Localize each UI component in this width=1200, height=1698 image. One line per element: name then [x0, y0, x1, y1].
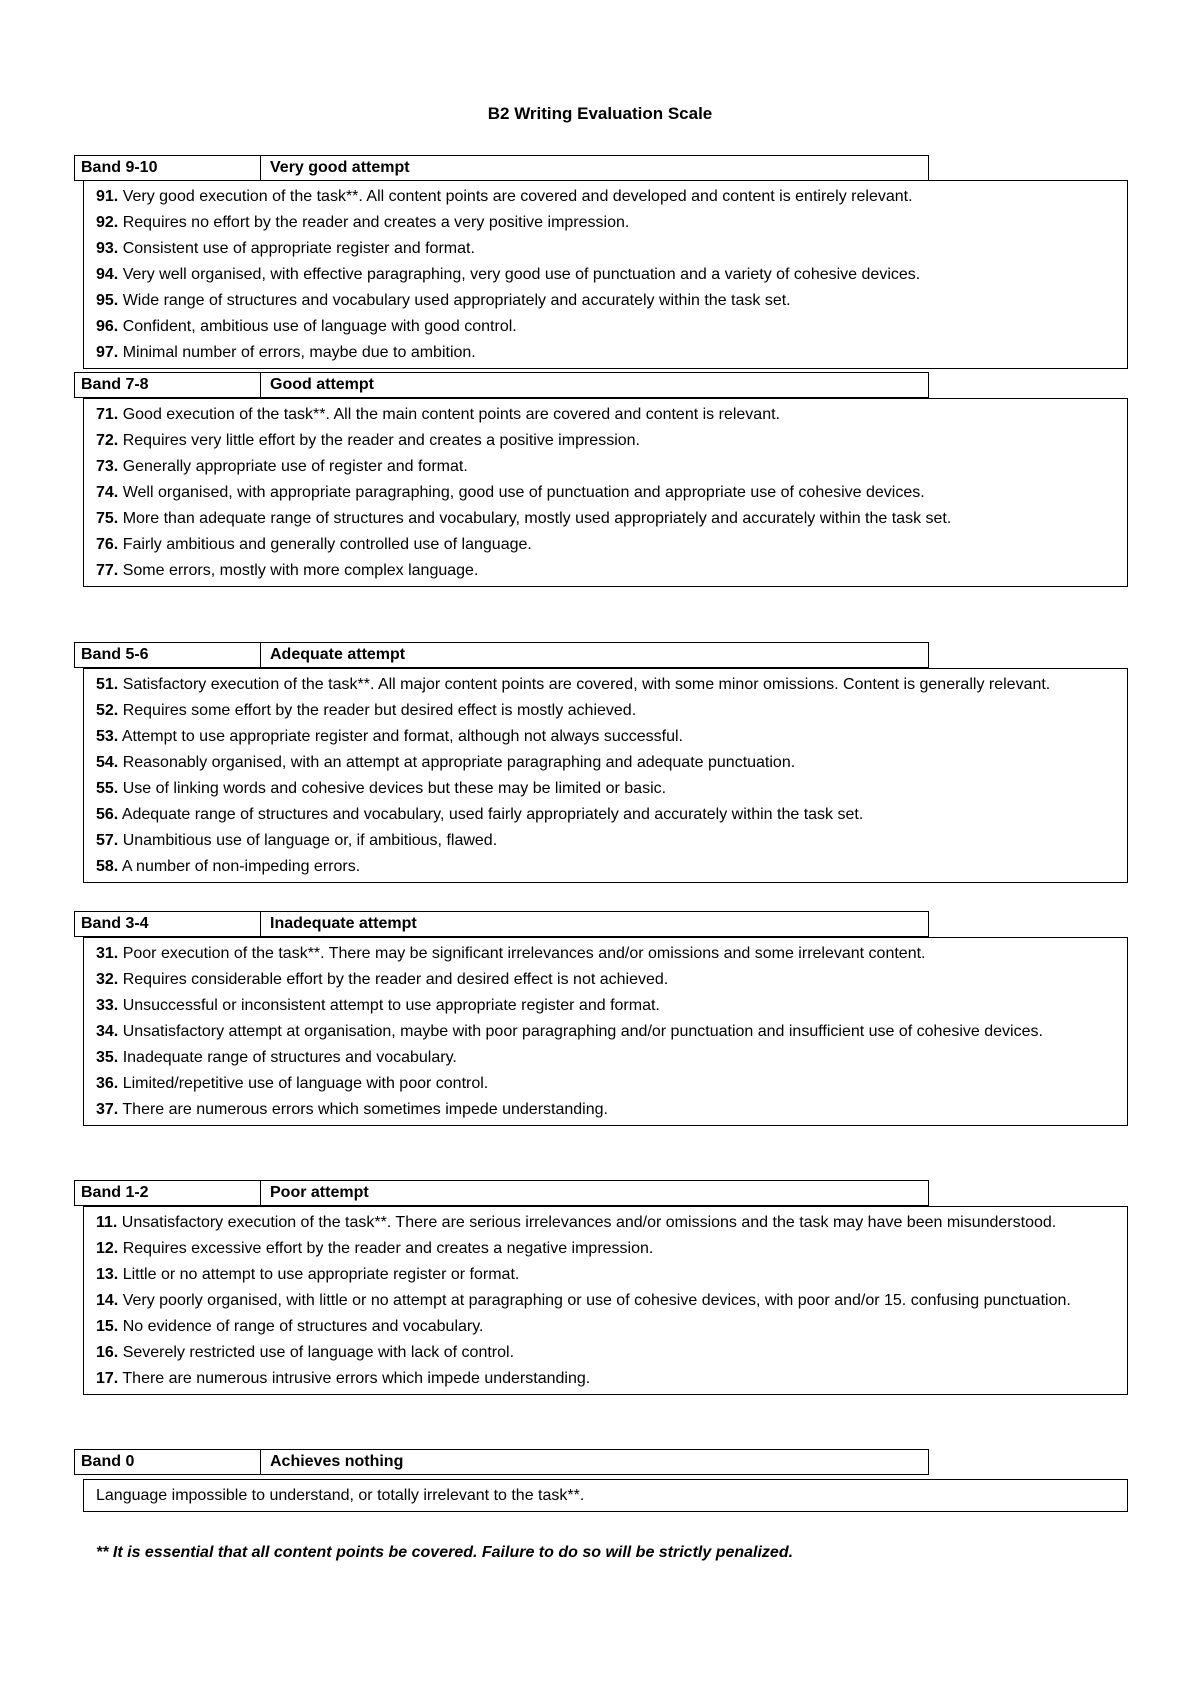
band-code: Band 0 — [75, 1450, 261, 1474]
descriptor-number: 12. — [96, 1240, 119, 1257]
descriptor-item — [96, 288, 1117, 314]
descriptor-item — [96, 1288, 1117, 1314]
descriptor-number: 75. — [96, 510, 119, 527]
descriptor-number: 76. — [96, 536, 119, 553]
descriptor-item — [96, 558, 1117, 584]
descriptor-text: Reasonably organised, with an attempt at appropriate paragraphing and adequate punctuation. — [118, 754, 796, 771]
band-header — [74, 642, 929, 668]
descriptor-item — [96, 776, 1117, 802]
descriptor-item — [96, 210, 1117, 236]
descriptor-number: 72. — [96, 432, 119, 449]
band-descriptors — [83, 937, 1128, 1126]
descriptor-number: 71. — [96, 406, 119, 423]
descriptor-text: Requires some effort by the reader but desired effect is mostly achieved. — [118, 702, 637, 719]
descriptor-item — [96, 941, 1117, 967]
descriptor-text: Little or no attempt to use appropriate register or format. — [118, 1266, 520, 1283]
descriptor-number: 14. — [96, 1292, 119, 1309]
descriptor-item — [96, 1314, 1117, 1340]
descriptor-item — [96, 1236, 1117, 1262]
descriptor-text: There are numerous intrusive errors which impede understanding. — [118, 1370, 591, 1387]
descriptor-item — [96, 1045, 1117, 1071]
descriptor-text: Inadequate range of structures and vocabulary. — [118, 1049, 457, 1066]
descriptor-item — [96, 184, 1117, 210]
descriptor-item — [96, 1019, 1117, 1045]
descriptor-number: 15. — [96, 1318, 119, 1335]
descriptor-text: Language impossible to understand, or totally irrelevant to the task**. — [96, 1487, 585, 1504]
descriptor-item — [96, 672, 1117, 698]
descriptor-text: No evidence of range of structures and vocabulary. — [118, 1318, 484, 1335]
band-code: Band 5-6 — [75, 643, 261, 667]
descriptor-text: Well organised, with appropriate paragraphing, good use of punctuation and appropriate use of cohesive devices. — [118, 484, 925, 501]
band-header — [74, 1180, 929, 1206]
page-title: B2 Writing Evaluation Scale — [487, 104, 713, 123]
descriptor-number: 34. — [96, 1023, 119, 1040]
descriptor-text: Poor execution of the task**. There may be significant irrelevances and/or omissions and some irrelevant content. — [118, 945, 926, 962]
descriptor-text: Severely restricted use of language with lack of control. — [118, 1344, 515, 1361]
descriptor-number: 51. — [96, 676, 119, 693]
descriptor-text: Fairly ambitious and generally controlled use of language. — [118, 536, 532, 553]
descriptor-item — [96, 1366, 1117, 1392]
descriptor-number: 31. — [96, 945, 119, 962]
descriptor-item — [96, 828, 1117, 854]
descriptor-number: 13. — [96, 1266, 119, 1283]
descriptor-item — [96, 532, 1117, 558]
descriptor-text: Good execution of the task**. All the main content points are covered and content is relevant. — [118, 406, 780, 423]
descriptor-item — [96, 724, 1117, 750]
descriptor-text: Consistent use of appropriate register and format. — [118, 240, 475, 257]
band-label: Achieves nothing — [270, 1453, 404, 1470]
band-label: Poor attempt — [270, 1184, 369, 1201]
descriptor-item — [96, 854, 1117, 880]
footnote: ** It is essential that all content points be covered. Failure to do so will be strictly penalized. — [96, 1544, 794, 1561]
band-label: Inadequate attempt — [270, 915, 417, 932]
descriptor-item — [96, 454, 1117, 480]
descriptor-item — [96, 993, 1117, 1019]
descriptor-number: 35. — [96, 1049, 119, 1066]
band-code: Band 9-10 — [75, 156, 261, 180]
band-header — [74, 372, 929, 398]
descriptor-number: 16. — [96, 1344, 119, 1361]
band-label: Adequate attempt — [270, 646, 406, 663]
descriptor-item — [96, 967, 1117, 993]
descriptor-number: 52. — [96, 702, 119, 719]
descriptor-number: 32. — [96, 971, 119, 988]
band-code: Band 1-2 — [75, 1181, 261, 1205]
descriptor-text: Requires very little effort by the reader and creates a positive impression. — [118, 432, 640, 449]
descriptor-text: There are numerous errors which sometimes impede understanding. — [118, 1101, 608, 1118]
descriptor-number: 91. — [96, 188, 119, 205]
descriptor-item — [96, 402, 1117, 428]
descriptor-item — [96, 1210, 1117, 1236]
descriptor-item — [96, 314, 1117, 340]
descriptor-item — [96, 506, 1117, 532]
descriptor-text: Generally appropriate use of register and format. — [118, 458, 468, 475]
descriptor-number: 74. — [96, 484, 119, 501]
descriptor-text: More than adequate range of structures and vocabulary, mostly used appropriately and accurately within the task set. — [118, 510, 952, 527]
descriptor-number: 17. — [96, 1370, 119, 1387]
descriptor-text: Confident, ambitious use of language with good control. — [118, 318, 517, 335]
band-code: Band 7-8 — [75, 373, 261, 397]
descriptor-number: 77. — [96, 562, 119, 579]
descriptor-item — [96, 340, 1117, 366]
descriptor-item — [96, 1097, 1117, 1123]
descriptor-number: 54. — [96, 754, 119, 771]
descriptor-text: Adequate range of structures and vocabulary, used fairly appropriately and accurately within the task set. — [118, 806, 864, 823]
descriptor-text: A number of non-impeding errors. — [118, 858, 361, 875]
descriptor-item — [96, 1340, 1117, 1366]
descriptor-item — [96, 1071, 1117, 1097]
descriptor-text: Very poorly organised, with little or no attempt at paragraphing or use of cohesive devices, with poor and/or 15. confusing punctuation. — [118, 1292, 1071, 1309]
descriptor-text: Unsatisfactory attempt at organisation, maybe with poor paragraphing and/or punctuation and insufficient use of cohesive devices. — [118, 1023, 1043, 1040]
descriptor-text: Wide range of structures and vocabulary used appropriately and accurately within the task set. — [118, 292, 791, 309]
descriptor-number: 95. — [96, 292, 119, 309]
descriptor-text: Very well organised, with effective paragraphing, very good use of punctuation and a variety of cohesive devices. — [118, 266, 921, 283]
descriptor-number: 56. — [96, 806, 119, 823]
descriptor-text: Requires excessive effort by the reader and creates a negative impression. — [118, 1240, 654, 1257]
descriptor-item — [96, 236, 1117, 262]
descriptor-text: Attempt to use appropriate register and format, although not always successful. — [118, 728, 683, 745]
descriptor-text: Minimal number of errors, maybe due to ambition. — [118, 344, 476, 361]
descriptor-item — [96, 1483, 1117, 1509]
descriptor-number: 93. — [96, 240, 119, 257]
descriptor-item — [96, 1262, 1117, 1288]
descriptor-text: Unsuccessful or inconsistent attempt to use appropriate register and format. — [118, 997, 660, 1014]
descriptor-number: 55. — [96, 780, 119, 797]
descriptor-text: Unambitious use of language or, if ambitious, flawed. — [118, 832, 498, 849]
descriptor-text: Use of linking words and cohesive devices but these may be limited or basic. — [118, 780, 667, 797]
descriptor-number: 57. — [96, 832, 119, 849]
descriptor-text: Limited/repetitive use of language with poor control. — [118, 1075, 489, 1092]
descriptor-item — [96, 480, 1117, 506]
descriptor-item — [96, 802, 1117, 828]
descriptor-text: Very good execution of the task**. All content points are covered and developed and content is entirely relevant. — [118, 188, 913, 205]
descriptor-number: 58. — [96, 858, 119, 875]
descriptor-number: 92. — [96, 214, 119, 231]
band-descriptors — [83, 1206, 1128, 1395]
descriptor-item — [96, 750, 1117, 776]
band-label: Good attempt — [270, 376, 374, 393]
descriptor-item — [96, 262, 1117, 288]
band-header — [74, 911, 929, 937]
band-header — [74, 155, 929, 181]
descriptor-text: Requires no effort by the reader and creates a very positive impression. — [118, 214, 630, 231]
descriptor-item — [96, 428, 1117, 454]
band-label: Very good attempt — [270, 159, 410, 176]
descriptor-number: 94. — [96, 266, 119, 283]
band-header — [74, 1449, 929, 1475]
descriptor-text: Requires considerable effort by the reader and desired effect is not achieved. — [118, 971, 669, 988]
descriptor-number: 53. — [96, 728, 119, 745]
descriptor-text: Satisfactory execution of the task**. All major content points are covered, with some minor omissions. Content is generally relevant. — [118, 676, 1051, 693]
descriptor-text: Unsatisfactory execution of the task**. There are serious irrelevances and/or omissions and the task may have been misunderstood. — [117, 1214, 1057, 1231]
band-descriptors — [83, 398, 1128, 587]
descriptor-number: 96. — [96, 318, 119, 335]
descriptor-number: 97. — [96, 344, 119, 361]
descriptor-number: 36. — [96, 1075, 119, 1092]
descriptor-text: Some errors, mostly with more complex language. — [118, 562, 479, 579]
band-descriptors — [83, 180, 1128, 369]
band-descriptors — [83, 668, 1128, 883]
descriptor-number: 73. — [96, 458, 119, 475]
band-code: Band 3-4 — [75, 912, 261, 936]
descriptor-number: 11. — [96, 1214, 118, 1231]
descriptor-number: 37. — [96, 1101, 119, 1118]
band-descriptors — [83, 1479, 1128, 1512]
descriptor-item — [96, 698, 1117, 724]
descriptor-number: 33. — [96, 997, 119, 1014]
